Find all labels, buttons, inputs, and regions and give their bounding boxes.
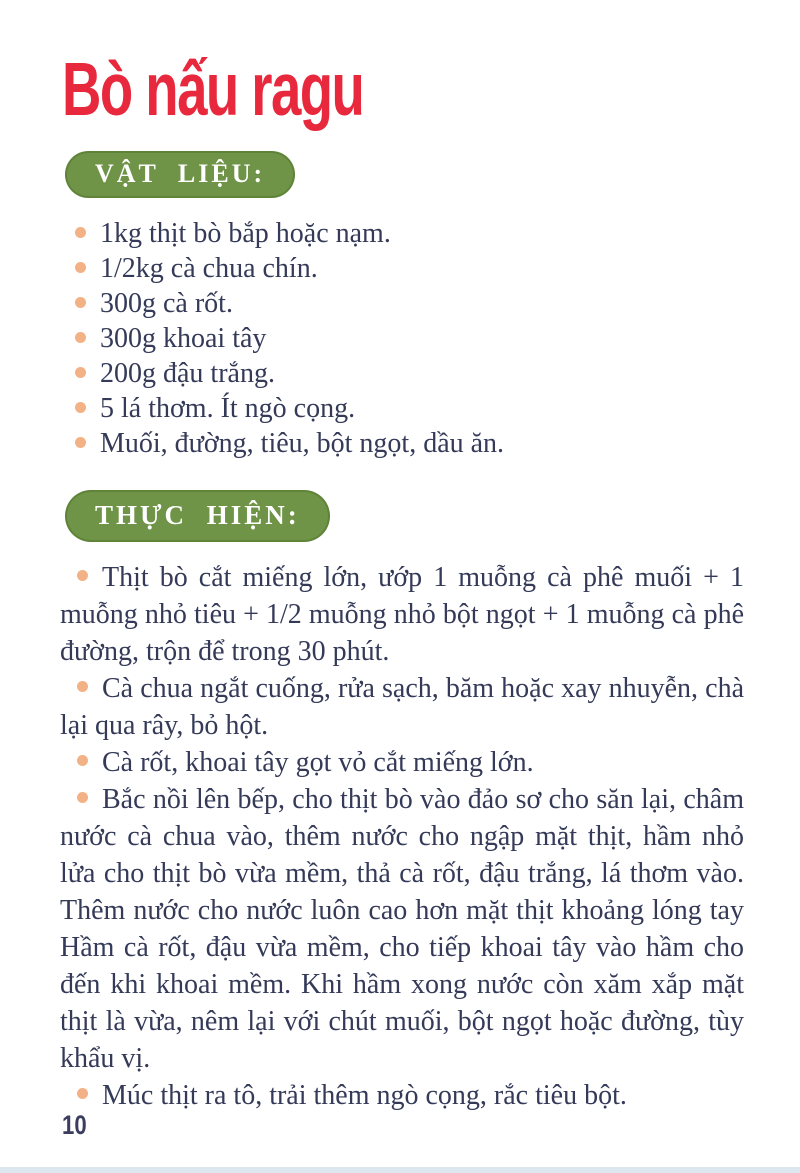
instruction-text: Cà chua ngắt cuống, rửa sạch, băm hoặc xay nhuyễn, chà lại qua rây, bỏ hột. xyxy=(60,673,744,741)
ingredient-text: 1kg thịt bò bắp hoặc nạm. xyxy=(100,218,391,249)
ingredient-item xyxy=(62,426,504,461)
instruction-step xyxy=(60,1077,744,1114)
ingredient-item xyxy=(62,216,504,251)
bullet-icon xyxy=(75,437,86,448)
bullet-icon xyxy=(75,402,86,413)
instruction-text: Cà rốt, khoai tây gọt vỏ cắt miếng lớn. xyxy=(102,747,534,778)
instruction-text: Thịt bò cắt miếng lớn, ướp 1 muỗng cà phê muối + 1 muỗng nhỏ tiêu + 1/2 muỗng nhỏ bột ngọt + 1 muỗng cà phê đường, trộn để trong 30 phút. xyxy=(60,562,744,667)
instructions-list xyxy=(60,559,744,1114)
instruction-step xyxy=(60,744,744,781)
ingredient-text: 5 lá thơm. Ít ngò cọng. xyxy=(100,393,356,424)
ingredients-heading-badge: VẬT LIỆU: xyxy=(65,151,295,198)
ingredient-text: Muối, đường, tiêu, bột ngọt, dầu ăn. xyxy=(100,428,505,459)
instruction-step xyxy=(60,670,744,744)
instruction-step xyxy=(60,781,744,1077)
bullet-icon xyxy=(75,297,86,308)
ingredient-item xyxy=(62,251,504,286)
ingredient-text: 300g cà rốt. xyxy=(100,288,233,319)
bullet-icon xyxy=(77,755,88,766)
bullet-icon xyxy=(75,367,86,378)
page-bottom-edge xyxy=(0,1167,800,1173)
bullet-icon xyxy=(75,262,86,273)
recipe-title: Bò nấu ragu xyxy=(62,47,364,132)
ingredient-item xyxy=(62,321,504,356)
ingredient-text: 200g đậu trắng. xyxy=(100,358,275,389)
bullet-icon xyxy=(75,227,86,238)
ingredient-item xyxy=(62,286,504,321)
bullet-icon xyxy=(77,1088,88,1099)
ingredient-item xyxy=(62,356,504,391)
page-number: 10 xyxy=(62,1110,87,1140)
instruction-text: Bắc nồi lên bếp, cho thịt bò vào đảo sơ cho săn lại, châm nước cà chua vào, thêm nước cho ngập mặt thịt, hầm nhỏ lửa cho thịt bò vừa mềm, thả cà rốt, đậu trắng, lá thơm vào. Thêm nước cho nước luôn cao hơn mặt thịt khoảng lóng tay Hầm cà rốt, đậu vừa mềm, cho tiếp khoai tây vào hầm cho đến khi khoai mềm. Khi hầm xong nước còn xăm xắp mặt thịt là vừa, nêm lại với chút muối, bột ngọt hoặc đường, tùy khẩu vị. xyxy=(60,784,744,1074)
instructions-heading-badge: THỰC HIỆN: xyxy=(65,490,330,542)
bullet-icon xyxy=(77,570,88,581)
instruction-step xyxy=(60,559,744,670)
ingredients-list xyxy=(62,216,504,461)
ingredient-text: 1/2kg cà chua chín. xyxy=(100,253,318,284)
instruction-text: Múc thịt ra tô, trải thêm ngò cọng, rắc tiêu bột. xyxy=(102,1080,627,1111)
ingredient-text: 300g khoai tây xyxy=(100,323,267,354)
ingredient-item xyxy=(62,391,504,426)
bullet-icon xyxy=(75,332,86,343)
bullet-icon xyxy=(77,792,88,803)
bullet-icon xyxy=(77,681,88,692)
